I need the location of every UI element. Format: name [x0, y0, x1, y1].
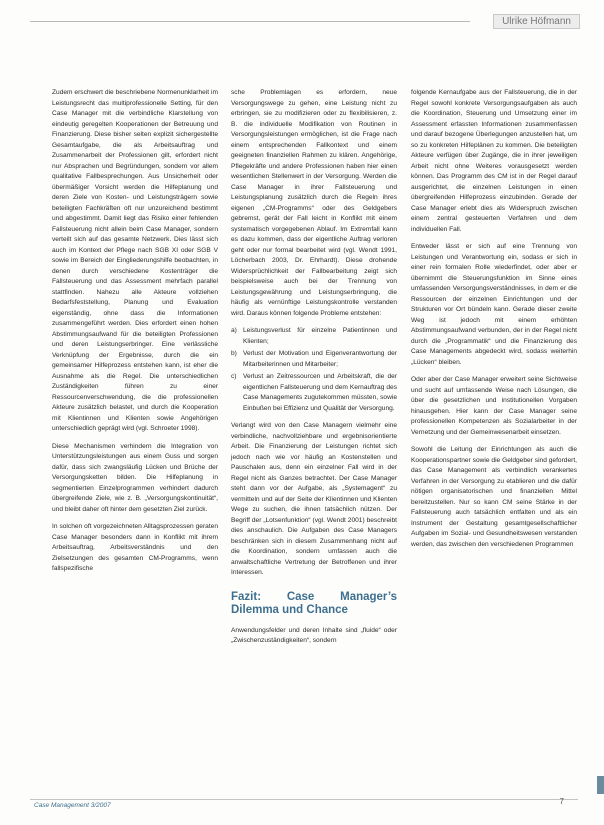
paragraph: Anwendungsfelder und deren Inhalte sind „fluide“ oder „Zwischenzuständigkeiten“, sondern	[231, 626, 397, 644]
paragraph: Entweder lässt er sich auf eine Trennung von Leistungen und Verantwortung ein, sodass er sich in einer rein formalen Rolle wiederfindet, oder aber er übernimmt die Steuerungsfunktion im Sinne eines umfassenden Versorgungsverständnisses, in dem er die Ressourcen der einzelnen Einrichtungen und der Strukturen vor Ort bündeln kann. Gerade dieser zweite Weg ist jedoch mit einem erhöhten Abstimmungsaufwand verbunden, der in der Regel nicht durch die „Programmatik“ und die Finanzierung des Case Managements abgedeckt wird, sodass weiterhin „Lücken“ bleiben.	[411, 243, 577, 366]
list-marker: a)	[231, 327, 237, 334]
page-number: 7	[559, 797, 564, 806]
paragraph: Verlangt wird von den Case Managern vielmehr eine verbindliche, nachvollziehbare und ergebnisorientierte Arbeit. Die Finanzierung der Leistungen richtet sich jedoch nach wie vor häufig an Kostenstellen und Pauschalen aus, denn ein einzelner Fall wird in der Regel nicht als Ganzes betrachtet. Der Case Manager steht dann vor der Aufgabe, als „Systemagent“ zu vermitteln und auf der Seite der Klientinnen und Klienten Wege zu suchen, die ihnen tatsächlich nützen. Der Begriff der „Lotsenfunktion“ (vgl. Wendt 2001) beschreibt dies anschaulich. Die Aufgaben des Case Managers beschränken sich in diesem Zusammenhang nicht auf die Koordination, sondern umfassen auch die anwaltschaftliche Vertretung der Betroffenen und ihrer Interessen.	[231, 422, 397, 576]
paragraph: In solchen oft vorgezeichneten Alltagsprozessen geraten Case Manager besonders dann in Konflikt mit ihrem Arbeitsauftrag, Arbeitsverständnis und den Zielsetzungen des gesamten CM-Programms, wenn fallspezifische	[52, 523, 218, 572]
text-column-2	[231, 88, 397, 654]
list-item	[231, 372, 397, 414]
list-marker: c)	[231, 373, 237, 380]
journal-issue: Case Management 3/2007	[34, 802, 111, 809]
running-header	[0, 14, 604, 30]
enumerated-list	[231, 326, 397, 414]
text-column-1	[52, 88, 218, 582]
list-item-text: Leistungsverlust für einzelne Patientinnen und Klienten;	[243, 327, 397, 345]
paragraph: Zudem erschwert die beschriebene Normenunklarheit im Leistungsrecht das multiprofessionelle Setting, für den Case Manager mit die verbindliche Klarstellung von eindeutig geregelten Kooperationen der Betreuung und Finanzierung. Diese bisher selten explizit sichergestellte Gesamtaufgabe, die als Arbeitsauftrag und Zusammenarbeit der Professionen gilt, erfordert nicht nur Absprachen und Begründungen, sondern vor allem qualitative Fallbesprechungen. Aus Unsicherheit oder übermäßiger Vorsicht werden die Hilfeplanung und deren Ziele von Kosten- und Leistungsträgern sowie beteiligten Fachkräften oft nur unzureichend bestimmt und abgestimmt. Damit liegt das Risiko einer fehlenden Fallsteuerung nicht allein beim Case Manager, sondern verteilt sich auf das gesamte Netzwerk. Dies lässt sich auch im Kontext der Pflege nach SGB XI oder SGB V sowie im Bereich der Eingliederungshilfe beobachten, in denen durch verschiedene Kostenträger die Fallsteuerung und das Assessment mehrfach parallel stattfinden. Nahezu alle Akteure vollziehen Bedarfsfeststellung, Planung und Evaluation eigenständig, ohne dass die Informationen zusammengeführt werden. Dies erfordert einen hohen Abstimmungsaufwand für die beteiligten Professionen und deren Leistungserbringer. Eine verlässliche Verknüpfung der Ergebnisse, durch die ein gemeinsamer Hilfeprozess entstehen kann, ist eher die Ausnahme als die Regel. Die unterschiedlichen Zuständigkeiten führen zu einer Ressourcenverschwendung, die die professionellen Akteure zusätzlich belastet, und durch die Kooperation mit Klientinnen und Klienten sowie Angehörigen unterschiedlich geprägt wird (vgl. Schroeter 1998).	[52, 89, 218, 432]
paragraph: Oder aber der Case Manager erweitert seine Sichtweise und sucht auf umfassende Weise nach Lösungen, die über die gesetzlichen und institutionellen Vorgaben hinausgehen. Hier kann der Case Manager seine professionellen Kompetenzen als Sozialarbeiter in der Vernetzung und der Gemeinwesenarbeit einsetzen.	[411, 376, 577, 436]
text-column-3	[411, 88, 577, 557]
paragraph: folgende Kernaufgabe aus der Fallsteuerung, die in der Regel sowohl konkrete Versorgungsaufgaben als auch die Koordination, Steuerung und Umsetzung einer im Assessment erfassten Informationen zusammenfassen und darauf bezogene Überlegungen anzustellen hat, um so zu konkreten Hilfeplänen zu kommen. Die beteiligten Akteure verfügen über Zugänge, die in ihrer jeweiligen Arbeit nicht ohne Weiteres vorausgesetzt werden können. Das Programm des CM ist in der Regel darauf ausgerichtet, die einzelnen Leistungen in einen übergreifenden Hilfeprozess einzubinden. Gerade der Case Manager erlebt dies als Widerspruch zwischen einem zentral gesteuerten Verfahren und dem individuellen Fall.	[411, 89, 577, 233]
list-item-text: Verlust an Zeitressourcen und Arbeitskraft, die der eigentlichen Fallsteuerung und dem Kernauftrag des Case Managements zugutekommen müssten, sowie Einbußen bei Effizienz und Qualität der Versorgung.	[243, 373, 397, 412]
header-rule	[30, 21, 470, 22]
section-heading: Fazit: Case Manager’s Dilemma und Chance	[231, 590, 397, 616]
page-edge-tab	[597, 776, 604, 794]
list-item	[231, 349, 397, 370]
paragraph: Diese Mechanismen verhindern die Integration von Unterstützungsleistungen aus einem Guss und sorgen dafür, dass sich zwangsläufig Lücken und Brüche der Versorgungsketten bilden. Die Hilfeplanung in segmentierten Einzelprogrammen verhindert dadurch übergreifende Ziele, wie z. B. „Versorgungskontinuität“, und bleibt daher oft hinter dem gesetzten Ziel zurück.	[52, 442, 218, 513]
paragraph: Sowohl die Leitung der Einrichtungen als auch die Kooperationspartner sowie die Geldgeber sind gefordert, das Case Management als verbindlich verankertes Verfahren in der Versorgung zu etablieren und die dafür nötigen organisatorischen und finanziellen Mittel bereitzustellen. Nur so kann CM seine Stärke in der Fallsteuerung auch tatsächlich entfalten und als ein Instrument der Gestaltung gesamtgesellschaftlicher Aufgaben im Sozial- und Gesundheitswesen verstanden werden, das zwischen den verschiedenen Programmen	[411, 446, 577, 548]
list-item-text: Verlust der Motivation und Eigenverantwortung der Mitarbeiterinnen und Mitarbeiter;	[243, 350, 397, 368]
footer-rule	[30, 799, 578, 800]
list-marker: b)	[231, 350, 237, 357]
paragraph: sche Problemlagen es erfordern, neue Versorgungswege zu gehen, eine Leistung nicht zu erbringen, sie zu modifizieren oder zu flexibilisieren, z. B. die individuelle Modifikation von Routinen in Versorgungsleistungen ermöglichen, ist die Frage nach einem entsprechenden Fallkontext und einem geeigneten finanziellen Rahmen zu klären. Angehörige, Pflegekräfte und andere Professionen haben hier einen wesentlichen Stellenwert in der Versorgung. Werden die Case Manager in ihrer Fallsteuerung und Leistungsplanung zusätzlich durch die Regeln ihres eigenen „CM-Programms“ oder des Geldgebers gebremst, gerät der Fall leicht in Konflikt mit einem systematisch vorgegebenen Ablauf. Im Extremfall kann es dazu kommen, dass der eigentliche Auftrag verloren geht oder nur formal bearbeitet wird (vgl. Wendt 1991, Löcherbach 2003, Dr. Ehrhardt). Diese drohende Widersprüchlichkeit der Fallbearbeitung zeigt sich beispielsweise auch bei der Trennung von Leistungsgewährung und Leistungserbringung, die häufig als vernünftige Leistungskontrolle verstanden wird. Daraus können folgende Probleme entstehen:	[231, 89, 397, 317]
list-item	[231, 326, 397, 347]
author-tab: Ulrike Höfmann	[493, 14, 580, 29]
